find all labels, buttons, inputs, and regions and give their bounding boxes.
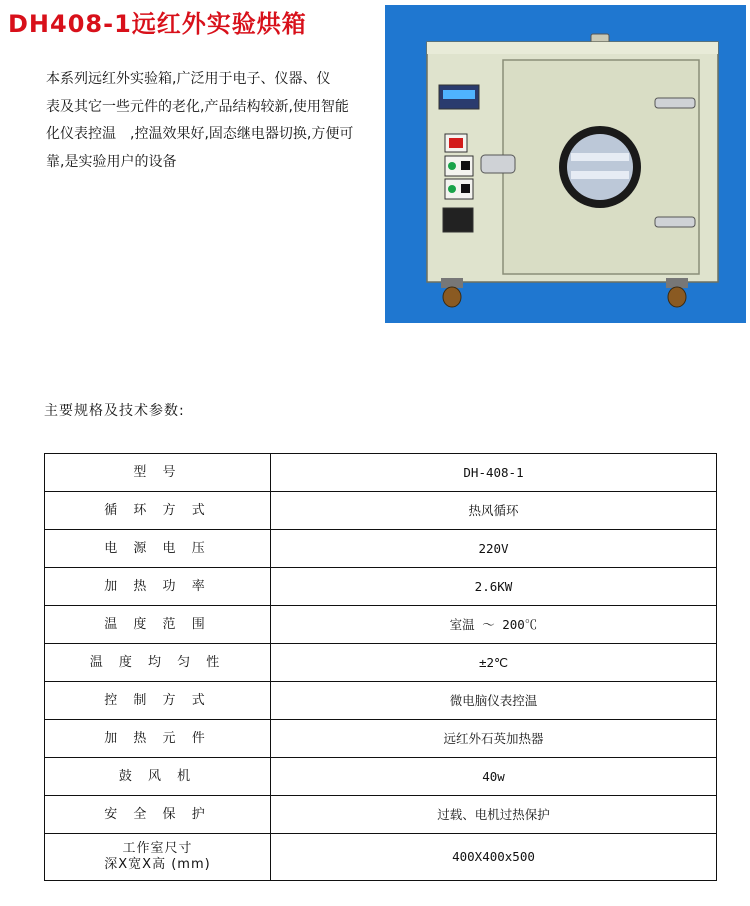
spec-heading: 主要规格及技术参数:: [44, 403, 185, 419]
product-description: [46, 66, 378, 176]
spec-label: 循 环 方 式: [45, 492, 271, 530]
spec-value: 40w: [271, 758, 717, 796]
spec-label: 鼓 风 机: [45, 758, 271, 796]
table-row: [45, 682, 717, 720]
table-row: [45, 606, 717, 644]
spec-label: 温 度 均 匀 性: [45, 644, 271, 682]
table-row: [45, 758, 717, 796]
spec-value: 220V: [271, 530, 717, 568]
table-row: [45, 530, 717, 568]
spec-label: [45, 834, 271, 881]
table-row: [45, 644, 717, 682]
description-line: 表及其它一些元件的老化,产品结构较新,使用智能: [46, 98, 349, 115]
spec-value: 2.6KW: [271, 568, 717, 606]
spec-value: 微电脑仪表控温: [271, 682, 717, 720]
page-title: DH408-1远红外实验烘箱: [8, 10, 307, 38]
product-photo: [385, 5, 746, 323]
spec-label-line: 深X宽X高 (mm): [104, 857, 211, 872]
spec-value: 室温 ～ 200℃: [271, 606, 717, 644]
description-line: 化仪表控温 ,控温效果好,固态继电器切换,方便可: [46, 126, 354, 142]
spec-label: 控 制 方 式: [45, 682, 271, 720]
spec-label: 安 全 保 护: [45, 796, 271, 834]
description-line: 靠,是实验用户的设备: [46, 153, 177, 170]
spec-value: 400X400x500: [271, 834, 717, 881]
spec-label: 电 源 电 压: [45, 530, 271, 568]
spec-value: ±2℃: [271, 644, 717, 682]
spec-label: 温 度 范 围: [45, 606, 271, 644]
oven-illustration: [385, 5, 746, 323]
spec-label: 加 热 元 件: [45, 720, 271, 758]
spec-label: 加 热 功 率: [45, 568, 271, 606]
table-row: [45, 834, 717, 881]
table-row: [45, 454, 717, 492]
spec-label-line: 工作室尺寸: [122, 841, 193, 856]
spec-value: 过载、电机过热保护: [271, 796, 717, 834]
spec-value: 热风循环: [271, 492, 717, 530]
table-row: [45, 492, 717, 530]
spec-label: 型 号: [45, 454, 271, 492]
table-row: [45, 568, 717, 606]
spec-value: DH-408-1: [271, 454, 717, 492]
table-row: [45, 720, 717, 758]
description-line: 本系列远红外实验箱,广泛用于电子、仪器、仪: [46, 71, 331, 87]
spec-value: 远红外石英加热器: [271, 720, 717, 758]
table-row: [45, 796, 717, 834]
spec-table: [44, 453, 717, 881]
